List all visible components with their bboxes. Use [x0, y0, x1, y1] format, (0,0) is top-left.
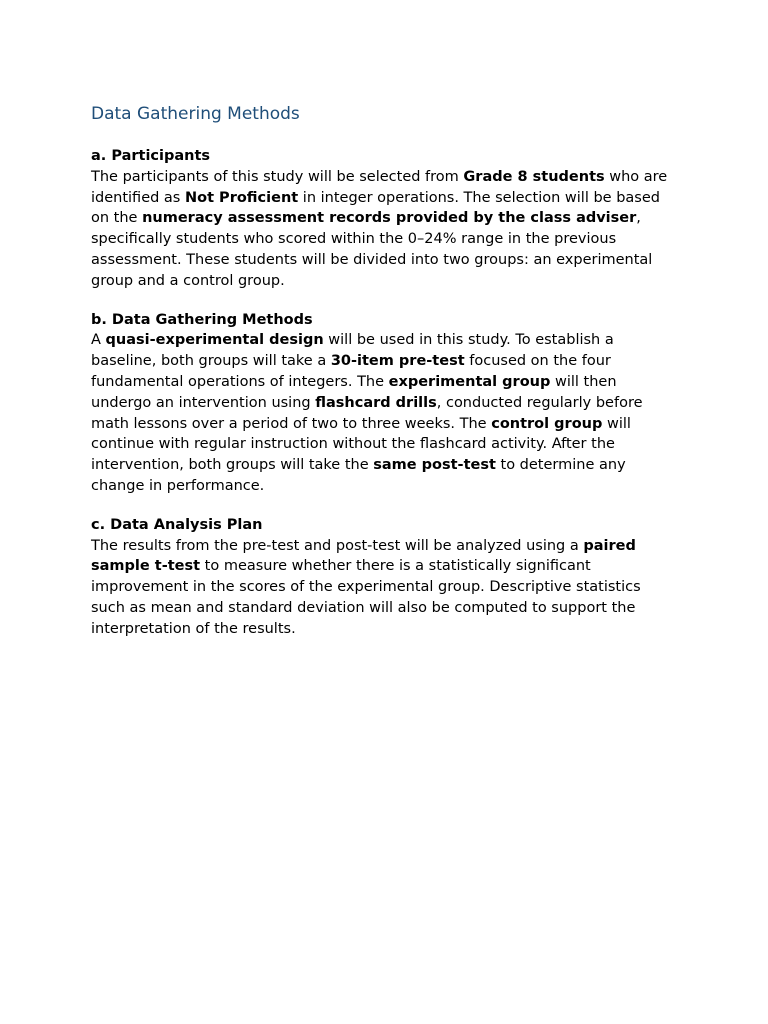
text-run: to determine any change in performance.: [91, 457, 626, 494]
section-body: [91, 167, 672, 292]
text-run: , specifically students who scored within the 0–24% range in the previous assessment. These students will be divided into two groups: an experimental group and a control group.: [91, 210, 653, 289]
bold-text-run: paired sample t-test: [91, 537, 636, 575]
bold-text-run: Grade 8 students: [463, 168, 605, 185]
bold-text-run: Not Proficient: [184, 189, 299, 206]
text-run: will be used in this study. To establish a baseline, both groups will take a: [91, 332, 614, 370]
text-run: in integer operations. The selection will be based on the: [91, 189, 660, 227]
document-title: Data Gathering Methods: [91, 104, 300, 124]
text-run: who are identified as: [91, 168, 668, 206]
text-run: will then undergo an intervention using: [91, 373, 617, 411]
section-body: [91, 330, 672, 496]
section-participants: [91, 146, 672, 292]
text-run: A: [91, 332, 106, 349]
section-heading: b. Data Gathering Methods: [91, 311, 313, 328]
bold-text-run: control group: [491, 415, 603, 432]
section-data-analysis-plan: [91, 515, 672, 640]
text-run: to measure whether there is a statistically significant improvement in the scores of the experimental group. Descriptive statistics such as mean and standard deviation will also be computed to support the interpretation of the results.: [91, 558, 641, 637]
section-heading: a. Participants: [91, 148, 211, 164]
bold-text-run: 30-item pre-test: [330, 353, 465, 370]
text-run: focused on the four fundamental operations of integers. The: [91, 353, 611, 390]
bold-text-run: quasi-experimental design: [105, 332, 324, 349]
text-run: , conducted regularly before math lessons over a period of two to three weeks. The: [91, 394, 643, 432]
bold-text-run: numeracy assessment records provided by the class adviser: [142, 210, 637, 227]
bold-text-run: experimental group: [388, 373, 551, 390]
bold-text-run: flashcard drills: [315, 394, 437, 411]
text-run: The participants of this study will be selected from: [91, 168, 464, 185]
text-run: will continue with regular instruction without the flashcard activity. After the intervention, both groups will take the: [91, 415, 631, 474]
section-data-gathering-methods: [91, 310, 672, 497]
section-heading: c. Data Analysis Plan: [91, 516, 263, 533]
bold-text-run: same post-test: [373, 457, 496, 474]
section-body: [91, 536, 672, 640]
text-run: The results from the pre-test and post-test will be analyzed using a: [91, 537, 584, 554]
